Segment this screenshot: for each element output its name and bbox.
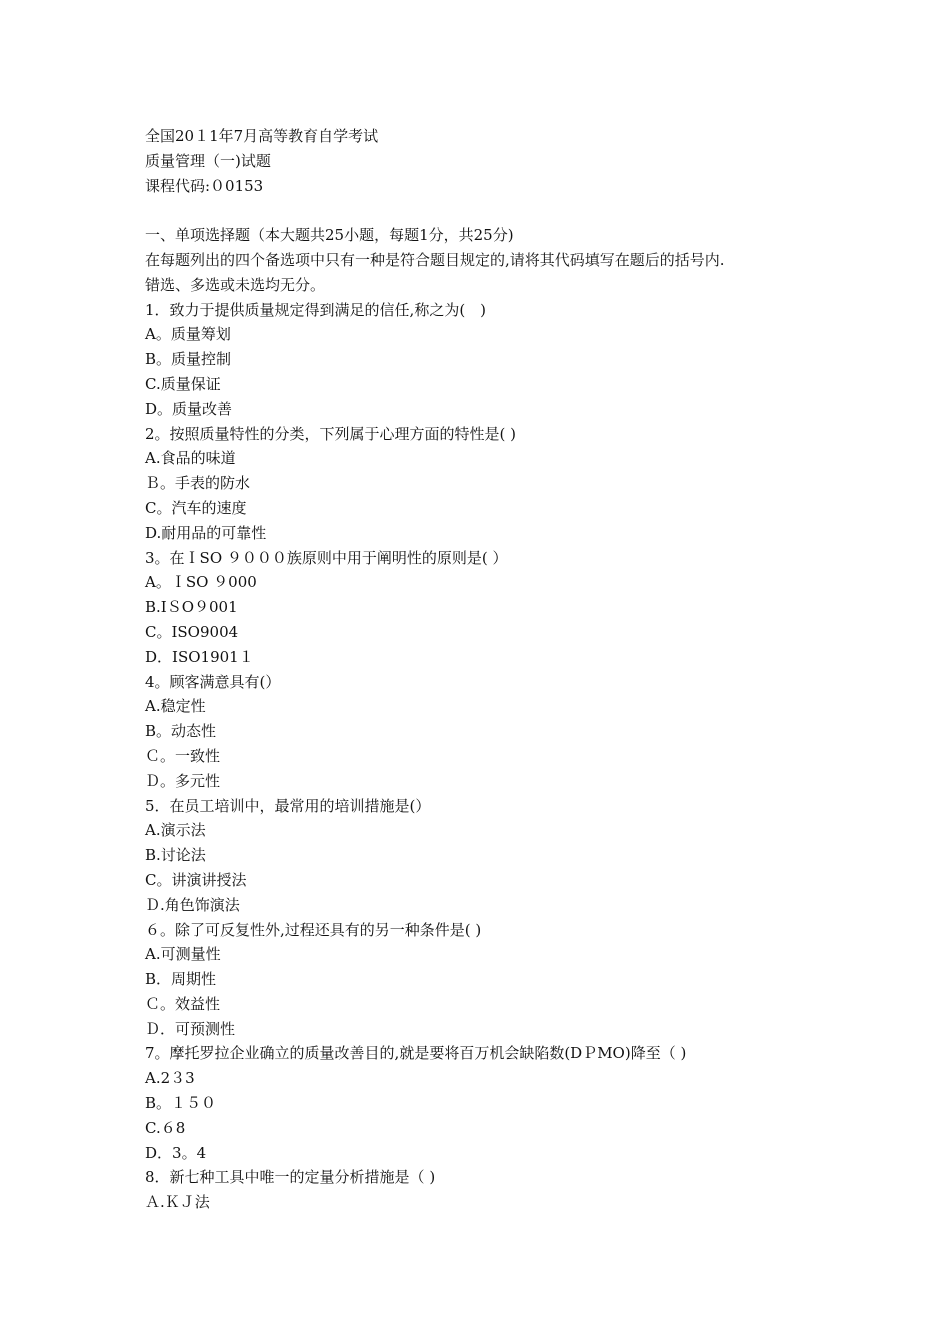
question-option: Ａ.ＫＪ法 <box>145 1193 210 1212</box>
question-stem: 8．新七种工具中唯一的定量分析措施是（ ) <box>145 1168 436 1187</box>
question-option: A.演示法 <box>145 821 206 840</box>
question-option: A.2３3 <box>145 1069 195 1088</box>
question-option: C.质量保证 <box>145 374 221 393</box>
question-option: C。讲演讲授法 <box>145 870 247 889</box>
question-option: B。１５０ <box>145 1094 217 1113</box>
question-stem: ６。除了可反复性外,过程还具有的另一种条件是( ) <box>145 920 482 939</box>
section-instruction: 在每题列出的四个备选项中只有一种是符合题目规定的,请将其代码填写在题后的括号内. <box>145 250 725 269</box>
question-option: C。ISO9004 <box>145 622 239 641</box>
question-stem: 5．在员工培训中，最常用的培训措施是(） <box>145 796 431 815</box>
question-option: A.食品的味道 <box>145 449 236 468</box>
question-stem: 4。顾客满意具有(） <box>145 672 281 691</box>
section-heading: 一、单项选择题（本大题共25小题，每题1分，共25分) <box>145 226 514 245</box>
question-option: B。质量控制 <box>145 350 232 369</box>
course-code: 课程代码:０0153 <box>145 176 264 195</box>
document-body <box>145 124 835 1215</box>
question-option: Ｃ。一致性 <box>145 746 221 765</box>
question-option: A.稳定性 <box>145 697 206 716</box>
question-option: B．周期性 <box>145 970 217 989</box>
question-option: B.IＳO９001 <box>145 598 238 617</box>
question-option: Ｂ。手表的防水 <box>145 474 251 493</box>
question-option: D。质量改善 <box>145 399 233 418</box>
question-option: Ｄ。多元性 <box>145 771 221 790</box>
question-option: D．ISO1901１ <box>145 647 254 666</box>
question-stem: 3。在ＩSO ９０００族原则中用于阐明性的原则是( ） <box>145 548 508 567</box>
exam-title: 全国20１1年7月高等教育自学考试 <box>145 127 379 145</box>
question-option: Ｃ。效益性 <box>145 994 221 1013</box>
question-option: D.耐用品的可靠性 <box>145 523 267 542</box>
question-option: D．3。4 <box>145 1143 207 1162</box>
spacer <box>145 198 835 223</box>
question-option: Ｄ．可预测性 <box>145 1019 236 1038</box>
question-option: A。质量筹划 <box>145 325 231 344</box>
section-instruction: 错选、多选或未选均无分。 <box>145 275 326 294</box>
question-option: A.可测量性 <box>145 945 221 964</box>
question-stem: 7。摩托罗拉企业确立的质量改善目的,就是要将百万机会缺陷数(DＰMO)降至（ ) <box>145 1044 687 1063</box>
question-option: A。ＩSO ９000 <box>145 573 257 592</box>
exam-subject: 质量管理（一)试题 <box>145 151 271 170</box>
question-stem: 2。按照质量特性的分类，下列属于心理方面的特性是( ) <box>145 424 517 443</box>
question-option: C.６8 <box>145 1118 186 1137</box>
question-option: Ｄ.角色饰演法 <box>145 895 240 914</box>
question-stem: 1．致力于提供质量规定得到满足的信任,称之为( ) <box>145 300 487 319</box>
question-option: C。汽车的速度 <box>145 498 247 517</box>
question-option: B。动态性 <box>145 722 217 741</box>
question-option: B.讨论法 <box>145 846 206 865</box>
